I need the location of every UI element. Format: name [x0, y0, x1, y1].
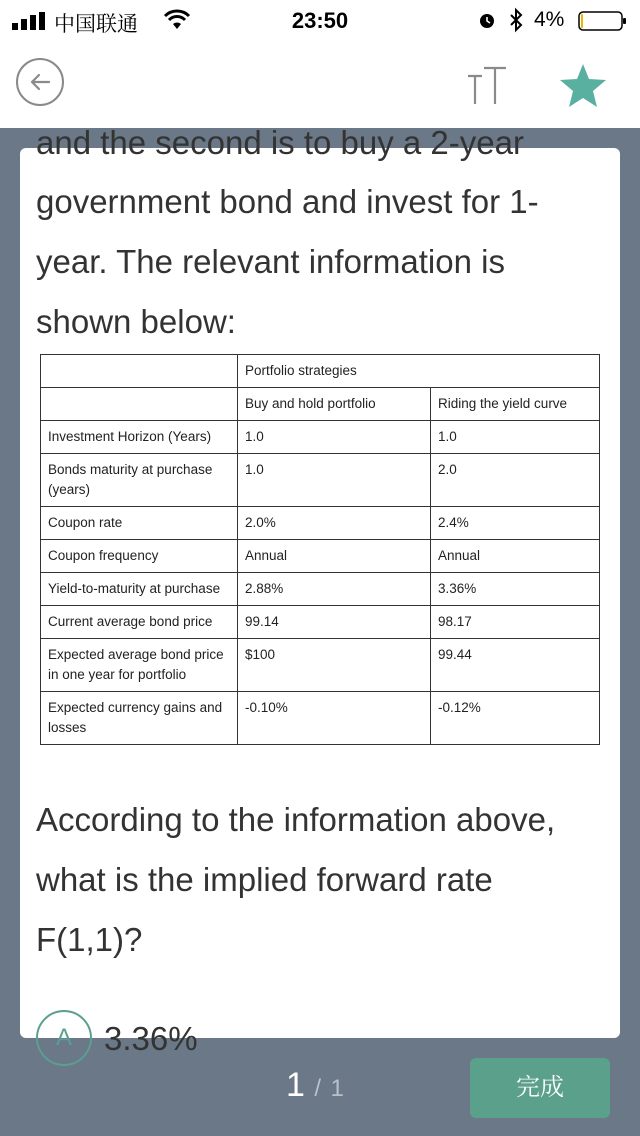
table-cell: 1.0 [238, 454, 431, 507]
battery-percent: 4% [534, 8, 565, 31]
done-button[interactable]: 完成 [470, 1058, 610, 1118]
table-cell: 1.0 [238, 421, 431, 454]
page-total: 1 [330, 1075, 344, 1102]
page-current: 1 [286, 1066, 305, 1104]
table-cell [41, 355, 238, 388]
table-cell: 98.17 [431, 606, 600, 639]
table-row-label: Investment Horizon (Years) [41, 421, 238, 454]
status-bar [0, 0, 640, 40]
table-row-label: Bonds maturity at purchase (years) [41, 454, 238, 507]
table-row [41, 540, 600, 573]
info-table [40, 354, 600, 745]
top-bar [0, 0, 640, 128]
option-a-text[interactable]: 3.36% [104, 1020, 198, 1057]
battery-icon [578, 11, 628, 31]
table-cell: 99.14 [238, 606, 431, 639]
table-header-row [41, 388, 600, 421]
table-cell: 1.0 [431, 421, 600, 454]
bluetooth-icon [508, 9, 524, 31]
table-row [41, 639, 600, 692]
table-cell [41, 388, 238, 421]
table-header-group-row [41, 355, 600, 388]
table-cell: 2.0% [238, 507, 431, 540]
table-cell: -0.12% [431, 692, 600, 745]
table-row-label: Yield-to-maturity at purchase [41, 573, 238, 606]
table-cell: Annual [431, 540, 600, 573]
table-row-label: Expected average bond price in one year for portfolio [41, 639, 238, 692]
table-row [41, 454, 600, 507]
carrier-name: 中国联通 [54, 13, 138, 36]
table-column-header: Buy and hold portfolio [238, 388, 431, 421]
table-cell: 2.0 [431, 454, 600, 507]
table-row-label: Current average bond price [41, 606, 238, 639]
back-arrow-icon [28, 70, 52, 94]
question-cut-line: and the second is to buy a 2-year [36, 124, 524, 161]
page-separator: / [314, 1075, 322, 1102]
table-row [41, 507, 600, 540]
table-cell: $100 [238, 639, 431, 692]
table-cell: 99.44 [431, 639, 600, 692]
page-indicator [286, 1066, 344, 1105]
option-a-letter[interactable]: A [36, 1010, 92, 1066]
table-row [41, 606, 600, 639]
table-cell: -0.10% [238, 692, 431, 745]
table-cell: 2.88% [238, 573, 431, 606]
table-column-header: Riding the yield curve [431, 388, 600, 421]
table-header-group: Portfolio strategies [238, 355, 600, 388]
table-row [41, 421, 600, 454]
font-size-icon[interactable] [462, 64, 510, 106]
table-row-label: Coupon frequency [41, 540, 238, 573]
question-text-before: government bond and invest for 1-year. The relevant information is shown below: [36, 183, 539, 340]
back-button[interactable] [16, 58, 64, 106]
table-cell: 2.4% [431, 507, 600, 540]
table-row-label: Coupon rate [41, 507, 238, 540]
table-row [41, 692, 600, 745]
status-time: 23:50 [291, 8, 349, 33]
table-cell: 3.36% [431, 573, 600, 606]
star-icon[interactable] [558, 62, 608, 108]
alarm-icon [478, 11, 496, 29]
table-cell: Annual [238, 540, 431, 573]
question-text-after: According to the information above, what is the implied forward rate F(1,1)? [36, 801, 556, 958]
table-row [41, 573, 600, 606]
question-card [20, 124, 620, 1057]
table-row-label: Expected currency gains and losses [41, 692, 238, 745]
